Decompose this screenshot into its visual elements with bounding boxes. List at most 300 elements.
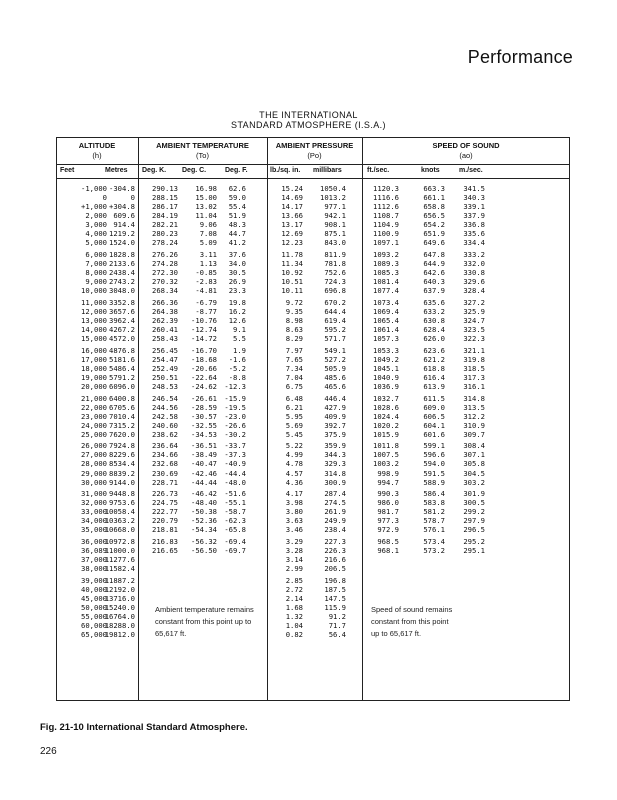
table-cell: 5,000 bbox=[85, 238, 107, 247]
table-cell: 968.5 bbox=[377, 537, 399, 546]
table-cell: 344.3 bbox=[324, 450, 346, 459]
table-cell: 65,000 bbox=[81, 630, 107, 639]
table-cell: 266.36 bbox=[152, 298, 178, 307]
temperature-header-title: AMBIENT TEMPERATURE bbox=[156, 141, 249, 150]
table-cell: 3657.6 bbox=[109, 307, 135, 316]
table-cell: 216.65 bbox=[152, 546, 178, 555]
table-cell: 18288.0 bbox=[104, 621, 135, 630]
table-cell: -0.85 bbox=[195, 268, 217, 277]
page-heading: Performance bbox=[467, 47, 573, 67]
table-cell: -58.7 bbox=[224, 507, 246, 516]
table-cell: 45,000 bbox=[81, 594, 107, 603]
table-cell: 295.1 bbox=[463, 546, 485, 555]
table-cell: 1116.6 bbox=[373, 193, 399, 202]
table-cell: 244.56 bbox=[152, 403, 178, 412]
table-cell: 986.0 bbox=[377, 498, 399, 507]
table-cell: 3.14 bbox=[285, 555, 303, 564]
table-cell: 27,000 bbox=[81, 450, 107, 459]
table-cell: 752.6 bbox=[324, 268, 346, 277]
table-cell: 1093.2 bbox=[373, 250, 399, 259]
table-cell: 333.2 bbox=[463, 250, 485, 259]
table-cell: 1100.9 bbox=[373, 229, 399, 238]
table-cell: 34.0 bbox=[228, 259, 246, 268]
table-cell: 1219.2 bbox=[109, 229, 135, 238]
table-cell: 7.65 bbox=[285, 355, 303, 364]
table-cell: -19.5 bbox=[224, 403, 246, 412]
table-cell: 7010.4 bbox=[109, 412, 135, 421]
table-cell: 8.63 bbox=[285, 325, 303, 334]
column-header: Deg. K. bbox=[142, 167, 167, 174]
table-cell: 1061.4 bbox=[373, 325, 399, 334]
table-cell: 9.06 bbox=[199, 220, 217, 229]
table-cell: 10.11 bbox=[281, 286, 303, 295]
table-cell: 11277.6 bbox=[104, 555, 135, 564]
table-cell: 16,000 bbox=[81, 346, 107, 355]
table-cell: 0.82 bbox=[285, 630, 303, 639]
table-cell: 6.21 bbox=[285, 403, 303, 412]
table-cell: 4.78 bbox=[285, 459, 303, 468]
table-cell: 19,000 bbox=[81, 373, 107, 382]
table-cell: 9144.0 bbox=[109, 478, 135, 487]
table-cell: -62.3 bbox=[224, 516, 246, 525]
table-cell: 23.3 bbox=[228, 286, 246, 295]
table-cell: 6.48 bbox=[285, 394, 303, 403]
table-cell: 13716.0 bbox=[104, 594, 135, 603]
table-cell: 276.26 bbox=[152, 250, 178, 259]
table-cell: 9753.6 bbox=[109, 498, 135, 507]
table-cell: 5.45 bbox=[285, 430, 303, 439]
table-cell: 1050.4 bbox=[320, 184, 346, 193]
table-cell: 260.41 bbox=[152, 325, 178, 334]
table-cell: 25,000 bbox=[81, 430, 107, 439]
table-cell: 11.78 bbox=[281, 250, 303, 259]
table-cell: 37,000 bbox=[81, 555, 107, 564]
table-cell: 591.5 bbox=[423, 469, 445, 478]
table-cell: 18,000 bbox=[81, 364, 107, 373]
table-cell: 324.7 bbox=[463, 316, 485, 325]
table-cell: 29,000 bbox=[81, 469, 107, 478]
figure-caption: Fig. 21-10 International Standard Atmosphere. bbox=[40, 722, 248, 733]
table-cell: 2,000 bbox=[85, 211, 107, 220]
table-cell: 573.2 bbox=[423, 546, 445, 555]
table-cell: 465.6 bbox=[324, 382, 346, 391]
table-cell: -65.8 bbox=[224, 525, 246, 534]
table-cell: -54.34 bbox=[191, 525, 217, 534]
page-number: 226 bbox=[40, 746, 57, 757]
table-cell: 1057.3 bbox=[373, 334, 399, 343]
table-cell: 628.4 bbox=[423, 325, 445, 334]
table-cell: -30.57 bbox=[191, 412, 217, 421]
table-cell: 19.8 bbox=[228, 298, 246, 307]
table-cell: 595.2 bbox=[324, 325, 346, 334]
table-cell: 571.7 bbox=[324, 334, 346, 343]
table-cell: 527.2 bbox=[324, 355, 346, 364]
table-cell: 71.7 bbox=[328, 621, 346, 630]
table-cell: 17,000 bbox=[81, 355, 107, 364]
table-cell: 375.9 bbox=[324, 430, 346, 439]
table-cell: 262.39 bbox=[152, 316, 178, 325]
table-cell: 5791.2 bbox=[109, 373, 135, 382]
table-cell: 0 bbox=[102, 193, 107, 202]
column-header: Deg. F. bbox=[225, 167, 248, 174]
table-divider bbox=[362, 137, 363, 701]
table-cell: 20,000 bbox=[81, 382, 107, 391]
table-cell: 1028.6 bbox=[373, 403, 399, 412]
table-cell: 15.00 bbox=[195, 193, 217, 202]
table-cell: -6.79 bbox=[195, 298, 217, 307]
table-cell: 581.2 bbox=[423, 507, 445, 516]
table-cell: 977.3 bbox=[377, 516, 399, 525]
table-cell: 594.0 bbox=[423, 459, 445, 468]
table-cell: 640.3 bbox=[423, 277, 445, 286]
table-cell: 576.1 bbox=[423, 525, 445, 534]
table-cell: 13.02 bbox=[195, 202, 217, 211]
table-cell: 942.1 bbox=[324, 211, 346, 220]
table-cell: -52.36 bbox=[191, 516, 217, 525]
table-cell: 51.9 bbox=[228, 211, 246, 220]
table-cell: 1112.6 bbox=[373, 202, 399, 211]
table-cell: 250.51 bbox=[152, 373, 178, 382]
table-cell: 228.71 bbox=[152, 478, 178, 487]
table-cell: 3,000 bbox=[85, 220, 107, 229]
table-cell: 3.63 bbox=[285, 516, 303, 525]
table-cell: 7315.2 bbox=[109, 421, 135, 430]
table-cell: 14.17 bbox=[281, 202, 303, 211]
table-cell: +1,000 bbox=[81, 202, 107, 211]
table-cell: 613.9 bbox=[423, 382, 445, 391]
table-cell: 216.83 bbox=[152, 537, 178, 546]
table-cell: 282.21 bbox=[152, 220, 178, 229]
table-cell: 13,000 bbox=[81, 316, 107, 325]
table-cell: 206.5 bbox=[324, 564, 346, 573]
table-cell: 1089.3 bbox=[373, 259, 399, 268]
table-cell: -5.2 bbox=[228, 364, 246, 373]
table-cell: 10363.2 bbox=[104, 516, 135, 525]
table-cell: 300.5 bbox=[463, 498, 485, 507]
table-cell: 1108.7 bbox=[373, 211, 399, 220]
table-cell: 36,089 bbox=[81, 546, 107, 555]
table-cell: 1.9 bbox=[233, 346, 246, 355]
table-cell: 336.8 bbox=[463, 220, 485, 229]
table-cell: -8.8 bbox=[228, 373, 246, 382]
table-cell: 226.73 bbox=[152, 489, 178, 498]
table-cell: 7924.8 bbox=[109, 441, 135, 450]
sound-note-line: up to 65,617 ft. bbox=[371, 629, 422, 638]
table-cell: 5.09 bbox=[199, 238, 217, 247]
table-cell: 1053.3 bbox=[373, 346, 399, 355]
table-cell: -22.64 bbox=[191, 373, 217, 382]
table-cell: 322.3 bbox=[463, 334, 485, 343]
table-cell: 596.6 bbox=[423, 450, 445, 459]
table-cell: 14,000 bbox=[81, 325, 107, 334]
table-cell: 274.28 bbox=[152, 259, 178, 268]
table-cell: 573.4 bbox=[423, 537, 445, 546]
table-cell: 1011.8 bbox=[373, 441, 399, 450]
table-cell: 13.66 bbox=[281, 211, 303, 220]
table-cell: -12.3 bbox=[224, 382, 246, 391]
table-cell: 635.6 bbox=[423, 298, 445, 307]
table-cell: -33.7 bbox=[224, 441, 246, 450]
table-cell: 7.97 bbox=[285, 346, 303, 355]
table-cell: 618.8 bbox=[423, 364, 445, 373]
table-cell: 319.8 bbox=[463, 355, 485, 364]
table-cell: 604.1 bbox=[423, 421, 445, 430]
table-cell: 409.9 bbox=[324, 412, 346, 421]
table-cell: 1013.2 bbox=[320, 193, 346, 202]
table-cell: 994.7 bbox=[377, 478, 399, 487]
table-cell: 309.7 bbox=[463, 430, 485, 439]
table-cell: 2438.4 bbox=[109, 268, 135, 277]
table-cell: 11.34 bbox=[281, 259, 303, 268]
table-cell: 321.1 bbox=[463, 346, 485, 355]
table-cell: 30.5 bbox=[228, 268, 246, 277]
table-cell: 7.34 bbox=[285, 364, 303, 373]
table-cell: 1828.8 bbox=[109, 250, 135, 259]
table-cell: 280.23 bbox=[152, 229, 178, 238]
table-cell: -44.44 bbox=[191, 478, 217, 487]
table-cell: 13.17 bbox=[281, 220, 303, 229]
table-cell: 224.75 bbox=[152, 498, 178, 507]
table-cell: 981.7 bbox=[377, 507, 399, 516]
table-cell: 601.6 bbox=[423, 430, 445, 439]
table-cell: 1085.3 bbox=[373, 268, 399, 277]
table-cell: 220.79 bbox=[152, 516, 178, 525]
table-title-line-2: STANDARD ATMOSPHERE (I.S.A.) bbox=[231, 120, 386, 130]
table-cell: 329.3 bbox=[324, 459, 346, 468]
table-cell: 274.5 bbox=[324, 498, 346, 507]
table-cell: 34,000 bbox=[81, 516, 107, 525]
table-cell: 10058.4 bbox=[104, 507, 135, 516]
table-cell: 240.60 bbox=[152, 421, 178, 430]
table-cell: 19812.0 bbox=[104, 630, 135, 639]
table-cell: 977.1 bbox=[324, 202, 346, 211]
table-cell: 1020.2 bbox=[373, 421, 399, 430]
table-cell: 337.9 bbox=[463, 211, 485, 220]
table-cell: 875.1 bbox=[324, 229, 346, 238]
table-cell: 31,000 bbox=[81, 489, 107, 498]
table-cell: 332.0 bbox=[463, 259, 485, 268]
sound-note-line: constant from this point bbox=[371, 617, 449, 626]
table-cell: -40.9 bbox=[224, 459, 246, 468]
table-cell: 4,000 bbox=[85, 229, 107, 238]
table-cell: 8,000 bbox=[85, 268, 107, 277]
sound-note bbox=[371, 604, 452, 640]
table-cell: 586.4 bbox=[423, 489, 445, 498]
table-cell: 12192.0 bbox=[104, 585, 135, 594]
table-cell: -2.83 bbox=[195, 277, 217, 286]
table-cell: 270.32 bbox=[152, 277, 178, 286]
table-cell: -4.81 bbox=[195, 286, 217, 295]
table-cell: 606.5 bbox=[423, 412, 445, 421]
table-cell: 2.99 bbox=[285, 564, 303, 573]
table-cell: 663.3 bbox=[423, 184, 445, 193]
table-cell: 330.8 bbox=[463, 268, 485, 277]
table-cell: 578.7 bbox=[423, 516, 445, 525]
altitude-header-title: ALTITUDE bbox=[78, 141, 116, 150]
table-cell: 314.8 bbox=[324, 469, 346, 478]
table-cell: 8.98 bbox=[285, 316, 303, 325]
table-cell: -1.6 bbox=[228, 355, 246, 364]
column-header: m./sec. bbox=[459, 167, 483, 174]
table-cell: 187.5 bbox=[324, 585, 346, 594]
table-cell: 26.9 bbox=[228, 277, 246, 286]
table-cell: 1069.4 bbox=[373, 307, 399, 316]
table-cell: 56.4 bbox=[328, 630, 346, 639]
table-cell: 8229.6 bbox=[109, 450, 135, 459]
table-divider bbox=[267, 137, 268, 701]
table-cell: 304.5 bbox=[463, 469, 485, 478]
table-cell: 30,000 bbox=[81, 478, 107, 487]
table-cell: 644.9 bbox=[423, 259, 445, 268]
table-cell: 619.4 bbox=[324, 316, 346, 325]
table-cell: 230.69 bbox=[152, 469, 178, 478]
table-cell: 8839.2 bbox=[109, 469, 135, 478]
table-cell: 26,000 bbox=[81, 441, 107, 450]
table-cell: 218.81 bbox=[152, 525, 178, 534]
table-cell: 35,000 bbox=[81, 525, 107, 534]
table-cell: 234.66 bbox=[152, 450, 178, 459]
table-cell: 3.46 bbox=[285, 525, 303, 534]
table-cell: 505.9 bbox=[324, 364, 346, 373]
table-cell: 316.1 bbox=[463, 382, 485, 391]
table-cell: -15.9 bbox=[224, 394, 246, 403]
table-cell: 272.30 bbox=[152, 268, 178, 277]
table-cell: 323.5 bbox=[463, 325, 485, 334]
table-cell: 6,000 bbox=[85, 250, 107, 259]
table-cell: 296.5 bbox=[463, 525, 485, 534]
table-cell: 327.2 bbox=[463, 298, 485, 307]
table-cell: 15.24 bbox=[281, 184, 303, 193]
table-cell: 651.9 bbox=[423, 229, 445, 238]
table-cell: 310.9 bbox=[463, 421, 485, 430]
table-cell: 908.1 bbox=[324, 220, 346, 229]
table-cell: 37.6 bbox=[228, 250, 246, 259]
table-cell: 147.5 bbox=[324, 594, 346, 603]
table-cell: -38.49 bbox=[191, 450, 217, 459]
table-cell: 4.17 bbox=[285, 489, 303, 498]
table-cell: 8.29 bbox=[285, 334, 303, 343]
table-cell: 670.2 bbox=[324, 298, 346, 307]
table-cell: 3.11 bbox=[199, 250, 217, 259]
table-cell: 972.9 bbox=[377, 525, 399, 534]
table-cell: 32,000 bbox=[81, 498, 107, 507]
table-cell: 392.7 bbox=[324, 421, 346, 430]
table-cell: 287.4 bbox=[324, 489, 346, 498]
pressure-header-title: AMBIENT PRESSURE bbox=[275, 141, 354, 150]
table-cell: 6096.0 bbox=[109, 382, 135, 391]
table-cell: 3.98 bbox=[285, 498, 303, 507]
pressure-group-header bbox=[267, 141, 362, 161]
table-cell: 1.04 bbox=[285, 621, 303, 630]
table-cell: 1024.4 bbox=[373, 412, 399, 421]
table-cell: 268.34 bbox=[152, 286, 178, 295]
table-cell: 990.3 bbox=[377, 489, 399, 498]
table-cell: 248.53 bbox=[152, 382, 178, 391]
table-cell: 12.69 bbox=[281, 229, 303, 238]
table-cell: 427.9 bbox=[324, 403, 346, 412]
table-cell: 41.2 bbox=[228, 238, 246, 247]
table-cell: 278.24 bbox=[152, 238, 178, 247]
table-cell: 16.98 bbox=[195, 184, 217, 193]
table-cell: 1073.4 bbox=[373, 298, 399, 307]
table-cell: 1524.0 bbox=[109, 238, 135, 247]
table-cell: 2133.6 bbox=[109, 259, 135, 268]
table-cell: -42.46 bbox=[191, 469, 217, 478]
column-header: Feet bbox=[60, 167, 75, 174]
table-cell: 264.38 bbox=[152, 307, 178, 316]
table-cell: 227.3 bbox=[324, 537, 346, 546]
table-cell: -44.4 bbox=[224, 469, 246, 478]
table-cell: 3.28 bbox=[285, 546, 303, 555]
table-cell: 2743.2 bbox=[109, 277, 135, 286]
table-cell: 10.92 bbox=[281, 268, 303, 277]
table-cell: 238.4 bbox=[324, 525, 346, 534]
table-cell: 10,000 bbox=[81, 286, 107, 295]
table-cell: 654.2 bbox=[423, 220, 445, 229]
table-cell: 24,000 bbox=[81, 421, 107, 430]
table-cell: -23.0 bbox=[224, 412, 246, 421]
table-cell: 633.2 bbox=[423, 307, 445, 316]
table-cell: 811.9 bbox=[324, 250, 346, 259]
table-cell: 301.9 bbox=[463, 489, 485, 498]
table-cell: 446.4 bbox=[324, 394, 346, 403]
table-cell: 647.8 bbox=[423, 250, 445, 259]
table-cell: 238.62 bbox=[152, 430, 178, 439]
table-cell: 843.0 bbox=[324, 238, 346, 247]
table-cell: 10972.8 bbox=[104, 537, 135, 546]
table-cell: 1104.9 bbox=[373, 220, 399, 229]
table-cell: -18.68 bbox=[191, 355, 217, 364]
table-cell: 1040.9 bbox=[373, 373, 399, 382]
table-cell: 4.36 bbox=[285, 478, 303, 487]
table-cell: 5.5 bbox=[233, 334, 246, 343]
table-cell: 1045.1 bbox=[373, 364, 399, 373]
table-cell: 339.1 bbox=[463, 202, 485, 211]
table-cell: 1015.9 bbox=[373, 430, 399, 439]
table-cell: 249.9 bbox=[324, 516, 346, 525]
table-cell: 6400.8 bbox=[109, 394, 135, 403]
altitude-header-sub: (h) bbox=[92, 151, 102, 160]
table-cell: 286.17 bbox=[152, 202, 178, 211]
table-cell: 1081.4 bbox=[373, 277, 399, 286]
table-cell: 649.6 bbox=[423, 238, 445, 247]
table-cell: 12.23 bbox=[281, 238, 303, 247]
table-title-line-1: THE INTERNATIONAL bbox=[259, 110, 358, 120]
table-cell: 1007.5 bbox=[373, 450, 399, 459]
table-cell: 325.9 bbox=[463, 307, 485, 316]
table-cell: -8.77 bbox=[195, 307, 217, 316]
table-cell: -12.74 bbox=[191, 325, 217, 334]
sound-note-line: Speed of sound remains bbox=[371, 605, 453, 614]
table-rule bbox=[56, 164, 570, 165]
table-cell: 5486.4 bbox=[109, 364, 135, 373]
table-cell: 216.6 bbox=[324, 555, 346, 564]
temperature-note-line: Ambient temperature remains bbox=[155, 605, 254, 614]
table-cell: 334.4 bbox=[463, 238, 485, 247]
table-cell: 1120.3 bbox=[373, 184, 399, 193]
table-cell: 226.3 bbox=[324, 546, 346, 555]
table-cell: 1003.2 bbox=[373, 459, 399, 468]
table-cell: 15240.0 bbox=[104, 603, 135, 612]
table-cell: 236.64 bbox=[152, 441, 178, 450]
table-cell: 1036.9 bbox=[373, 382, 399, 391]
table-cell: 312.2 bbox=[463, 412, 485, 421]
table-cell: -1,000 bbox=[81, 184, 107, 193]
column-header: knots bbox=[421, 167, 440, 174]
table-cell: 38,000 bbox=[81, 564, 107, 573]
table-cell: -37.3 bbox=[224, 450, 246, 459]
table-cell: -55.1 bbox=[224, 498, 246, 507]
